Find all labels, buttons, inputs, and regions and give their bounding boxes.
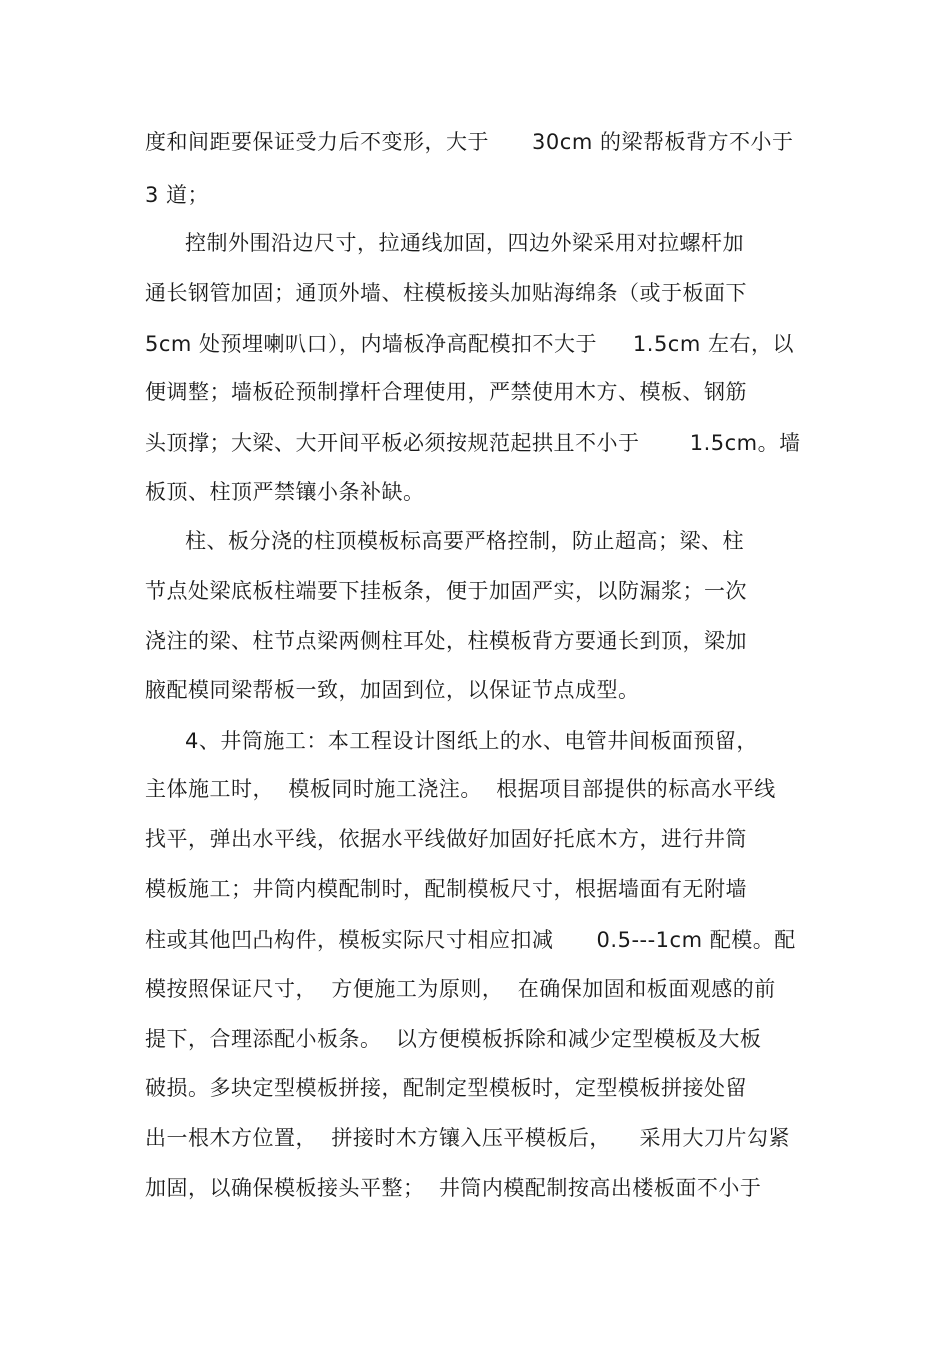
text-line: 5cm 处预埋喇叭口），内墙板净高配模扣不大于 1.5cm 左右，以	[145, 332, 794, 356]
text-line: 板顶、柱顶严禁镶小条补缺。	[145, 480, 425, 504]
text-line: 便调整；墙板砼预制撑杆合理使用，严禁使用木方、模板、钢筋	[145, 380, 747, 404]
text-line: 主体施工时， 模板同时施工浇注。 根据项目部提供的标高水平线	[145, 777, 776, 801]
text-line: 腋配模同梁帮板一致，加固到位，以保证节点成型。	[145, 678, 640, 702]
paragraph-start-line: 4、井筒施工：本工程设计图纸上的水、电管井间板面预留，	[185, 729, 758, 753]
text-line: 通长钢管加固；通顶外墙、柱模板接头加贴海绵条（或于板面下	[145, 281, 747, 305]
text-line: 度和间距要保证受力后不变形，大于 30cm 的梁帮板背方不小于	[145, 130, 794, 154]
text-line: 模板施工；井筒内模配制时，配制模板尺寸，根据墙面有无附墙	[145, 877, 747, 901]
text-line: 加固，以确保模板接头平整； 井筒内模配制按高出楼板面不小于	[145, 1176, 762, 1200]
text-line: 模按照保证尺寸， 方便施工为原则， 在确保加固和板面观感的前	[145, 977, 776, 1001]
text-line: 节点处梁底板柱端要下挂板条，便于加固严实，以防漏浆；一次	[145, 579, 747, 603]
text-line: 破损。多块定型模板拼接，配制定型模板时，定型模板拼接处留	[145, 1076, 747, 1100]
text-line: 柱或其他凹凸构件，模板实际尺寸相应扣减 0.5---1cm 配模。配	[145, 928, 796, 952]
text-line: 找平，弹出水平线，依据水平线做好加固好托底木方，进行井筒	[145, 827, 747, 851]
text-line: 3 道；	[145, 183, 210, 207]
paragraph-start-line: 控制外围沿边尺寸，拉通线加固，四边外梁采用对拉螺杆加	[185, 231, 744, 255]
text-line: 浇注的梁、柱节点梁两侧柱耳处，柱模板背方要通长到顶，梁加	[145, 629, 747, 653]
text-line: 出一根木方位置， 拼接时木方镶入压平模板后， 采用大刀片勾紧	[145, 1126, 791, 1150]
paragraph-start-line: 柱、板分浇的柱顶模板标高要严格控制，防止超高；梁、柱	[185, 529, 744, 553]
text-line: 提下，合理添配小板条。 以方便模板拆除和减少定型模板及大板	[145, 1027, 762, 1051]
text-line: 头顶撑；大梁、大开间平板必须按规范起拱且不小于 1.5cm。墙	[145, 431, 801, 455]
